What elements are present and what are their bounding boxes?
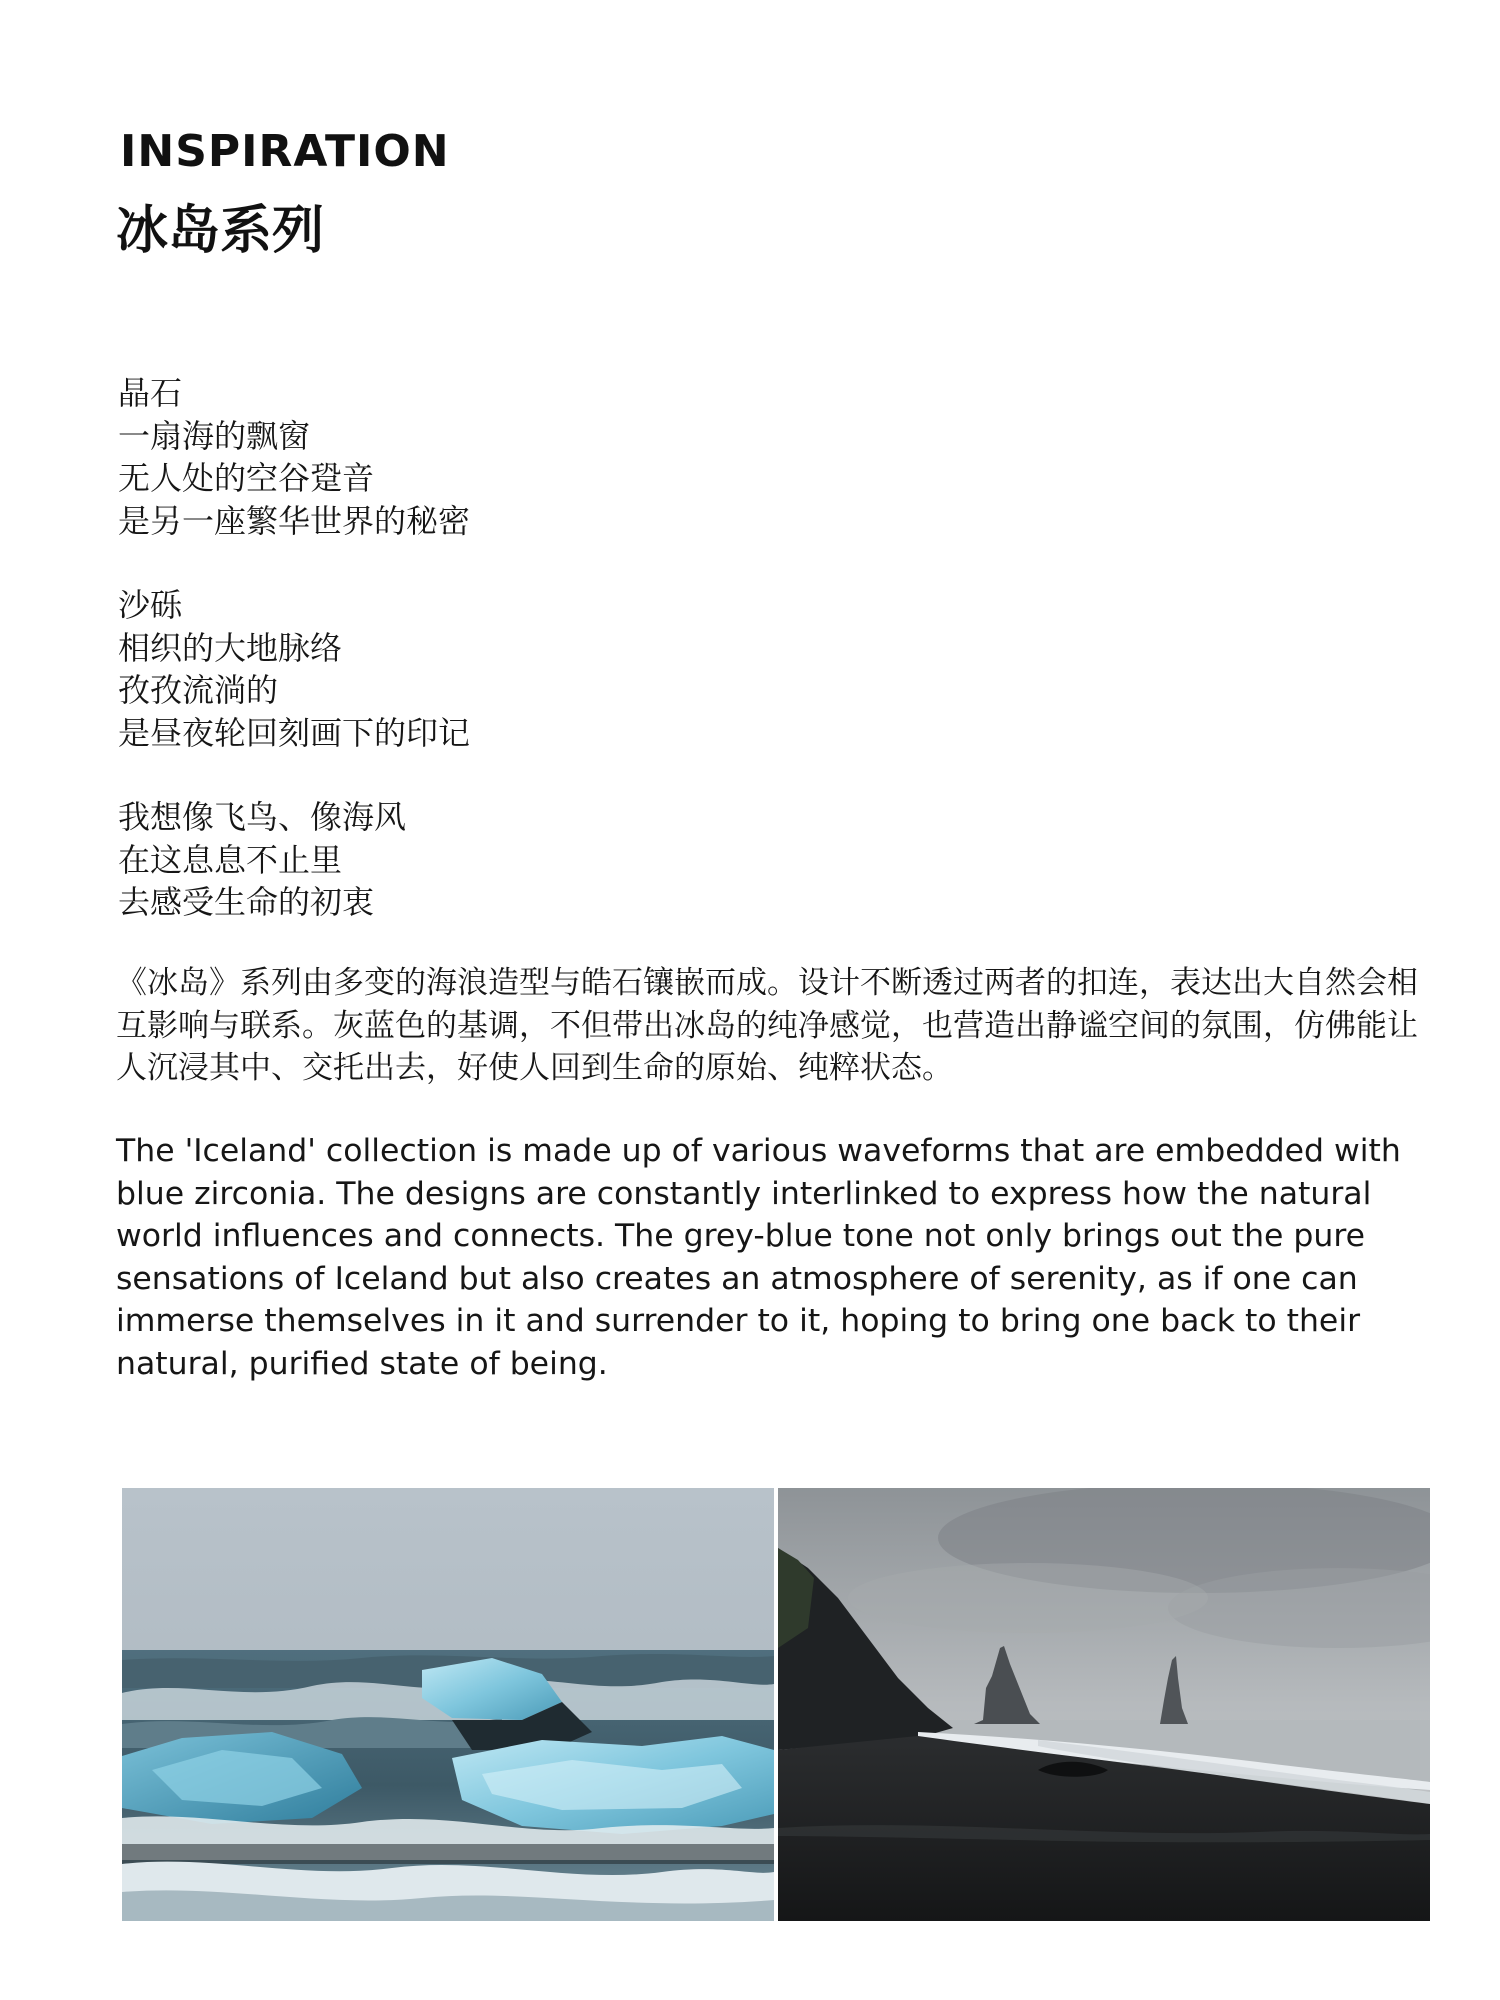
- ice-waves-photo: [122, 1488, 774, 1921]
- poem-line: 去感受生命的初衷: [118, 883, 375, 921]
- poem: [118, 372, 1018, 924]
- poem-line: 晶石: [118, 374, 183, 412]
- poem-line: 是另一座繁华世界的秘密: [118, 501, 471, 540]
- poem-stanza: [118, 796, 1018, 924]
- poem-line: 孜孜流淌的: [118, 671, 279, 709]
- poem-line: 相织的大地脉络: [118, 628, 343, 667]
- poem-stanza: [118, 372, 1018, 542]
- poem-line: 是昼夜轮回刻画下的印记: [118, 713, 471, 752]
- poem-line: 我想像飞鸟、像海风: [118, 798, 407, 836]
- poem-line: 在这息息不止里: [118, 840, 343, 879]
- description-english: The 'Iceland' collection is made up of various waveforms that are embedded with blue zirconia. The designs are constantly interlinked to express how the natural world influences and connects. The grey-blue tone not only brings out the pure sensations of Iceland but also creates an atmosphere of serenity, as if one can immerse themselves in it and surrender to it, hoping to bring one back to their natural, purified state of being.: [116, 1133, 1401, 1382]
- collection-title: 冰岛系列: [116, 201, 325, 261]
- poem-stanza: [118, 584, 1018, 754]
- section-eyebrow: INSPIRATION: [120, 126, 450, 177]
- poem-line: 一扇海的飘窗: [118, 416, 311, 455]
- poem-line: 无人处的空谷跫音: [118, 459, 375, 497]
- black-sand-beach-photo: [778, 1488, 1430, 1921]
- description-chinese: 《冰岛》系列由多变的海浪造型与皓石镶嵌而成。设计不断透过两者的扣连，表达出大自然会相互影响与联系。灰蓝色的基调，不但带出冰岛的纯净感觉，也营造出静谧空间的氛围，仿佛能让人沉浸其中、交托出去，好使人回到生命的原始、纯粹状态。: [116, 965, 1418, 1086]
- poem-line: 沙砾: [118, 586, 183, 624]
